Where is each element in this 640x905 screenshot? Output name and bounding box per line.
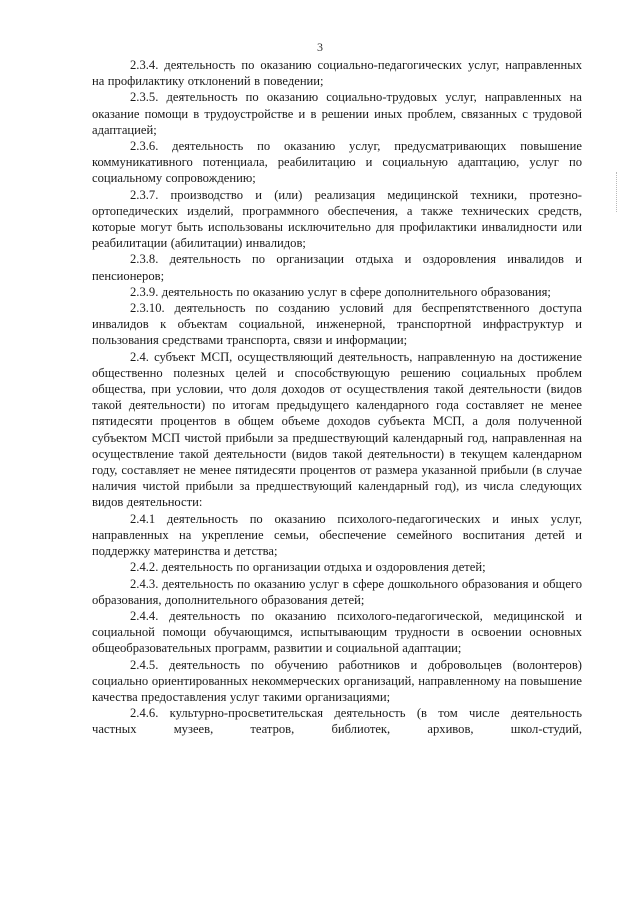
paragraph-2-3-10: 2.3.10. деятельность по созданию условий для беспрепятственного доступа инвалидов к объектам социальной, инженерной, транспортной инфраструктур и пользования средствами транспорта, связи и информации; [92,301,582,348]
scan-margin-mark [616,172,619,212]
paragraph-2-3-6: 2.3.6. деятельность по оказанию услуг, предусматривающих повышение коммуникативного потенциала, реабилитацию и социальную адаптацию, услуг по социальному сопровождению; [92,139,582,186]
paragraph-2-3-4: 2.3.4. деятельность по оказанию социально-педагогических услуг, направленных на профилактику отклонений в поведении; [92,58,582,89]
paragraph-2-3-8: 2.3.8. деятельность по организации отдыха и оздоровления инвалидов и пенсионеров; [92,252,582,283]
paragraph-2-4-4: 2.4.4. деятельность по оказанию психолого-педагогической, медицинской и социальной помощи обучающимся, испытывающим трудности в освоении основных общеобразовательных программ, развитии и социальной адаптации; [92,608,582,656]
paragraph-2-4-2: 2.4.2. деятельность по организации отдыха и оздоровления детей; [130,560,486,575]
paragraph-2-4: 2.4. субъект МСП, осуществляющий деятельность, направленную на достижение общественно полезных целей и способствующую решению социальных проблем общества, при условии, что доля доходов от осуществления такой деятельности (видов такой деятельности) по итогам предыдущего календарного года составляет не менее пятидесяти процентов в общем объеме доходов субъекта МСП, а доля полученной субъектом МСП чистой прибыли за предшествующий календарный год, направленная на осуществление такой деятельности (видов такой деятельности) в текущем календарном году, составляет не менее пятидесяти процентов от размера указанной прибыли (в случае наличия чистой прибыли за предшествующий календарный год), из числа следующих видов деятельности: [92,349,582,510]
document-body [92,57,582,738]
paragraph-2-3-5: 2.3.5. деятельность по оказанию социально-трудовых услуг, направленных на оказание помощи в трудоустройстве и в решении иных проблем, связанных с трудовой адаптацией; [92,90,582,137]
paragraph-2-4-6: 2.4.6. культурно-просветительская деятельность (в том числе деятельность частных музеев, театров, библиотек, архивов, школ-студий, [92,706,582,737]
paragraph-2-3-7: 2.3.7. производство и (или) реализация медицинской техники, протезно-ортопедических изделий, программного обеспечения, а также технических средств, которые могут быть использованы исключительно для профилактики инвалидности или реабилитации (абилитации) инвалидов; [92,187,582,251]
paragraph-2-4-1: 2.4.1 деятельность по оказанию психолого-педагогических и иных услуг, направленных на укрепление семьи, обеспечение семейного воспитания детей и поддержку материнства и детства; [92,511,582,559]
paragraph-2-3-9: 2.3.9. деятельность по оказанию услуг в сфере дополнительного образования; [130,284,551,299]
paragraph-2-4-3: 2.4.3. деятельность по оказанию услуг в сфере дошкольного образования и общего образования, дополнительного образования детей; [92,576,582,607]
page-number: 3 [317,40,323,54]
paragraph-2-4-5: 2.4.5. деятельность по обучению работников и добровольцев (волонтеров) социально ориентированных некоммерческих организаций, направленному на повышение качества предоставления услуг такими организациями; [92,657,582,704]
